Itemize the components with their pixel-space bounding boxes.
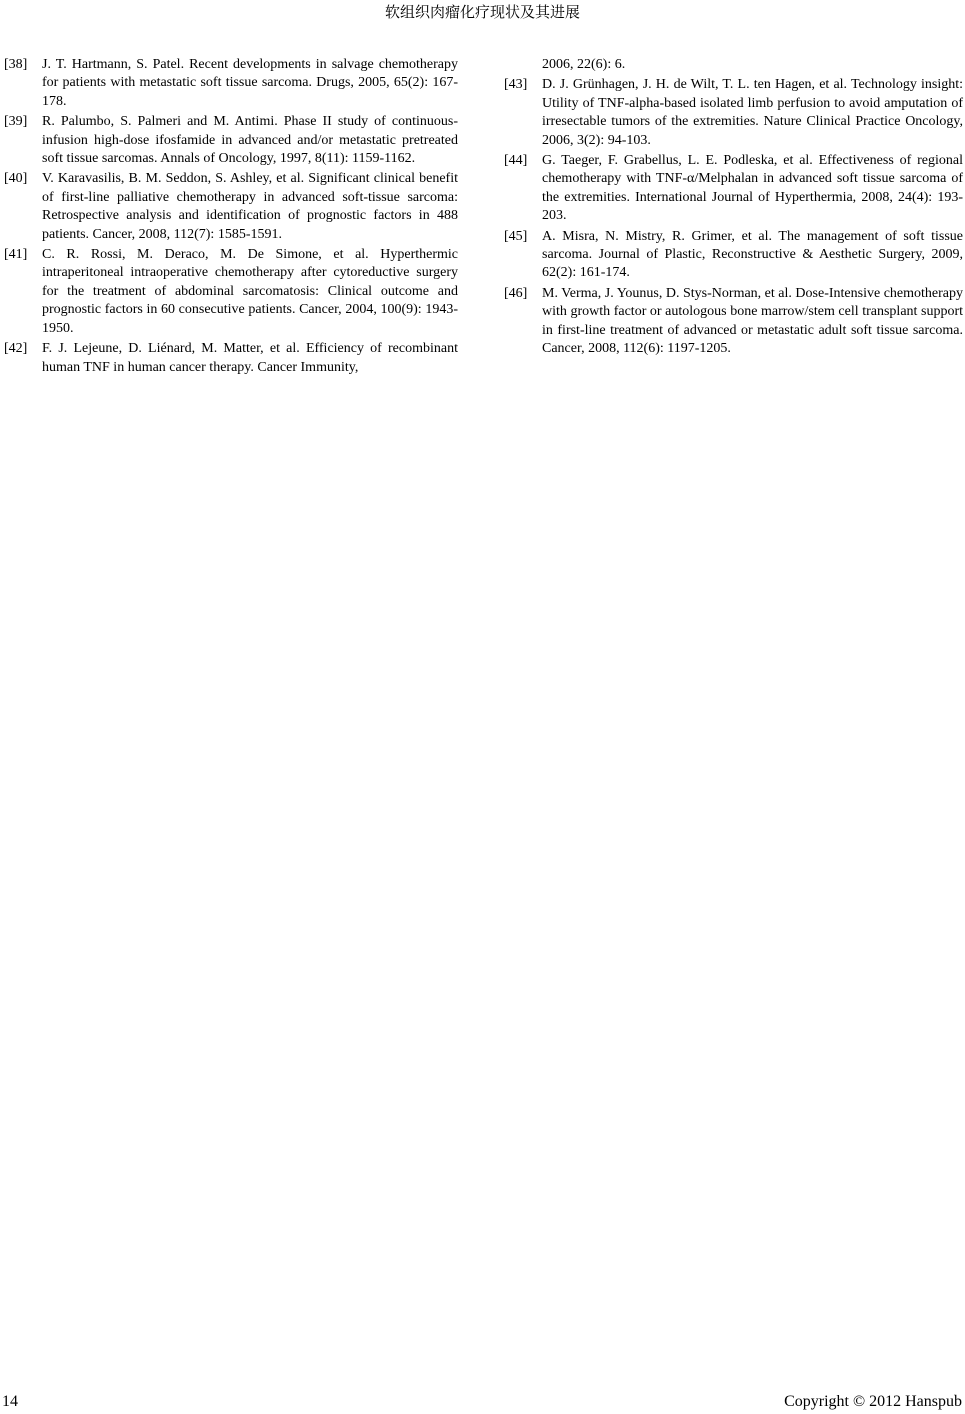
page-footer [0, 1392, 965, 1414]
reference-entry [4, 246, 458, 338]
reference-entry [4, 56, 458, 111]
reference-continuation-text: 2006, 22(6): 6. [542, 57, 626, 72]
reference-entry [4, 170, 458, 244]
reference-number: [40] [4, 171, 28, 187]
reference-number: [42] [4, 341, 28, 357]
reference-text: C. R. Rossi, M. Deraco, M. De Simone, et al. Hyperthermic intraperitoneal intraoperative chemotherapy after cytoreductive surgery for the treatment of abdominal sarcomatosis: Clinical outcome and prognostic factors in 60 consecutive patients. Cancer, 2004, 100(9): 1943-1950. [42, 247, 458, 336]
reference-text: J. T. Hartmann, S. Patel. Recent developments in salvage chemotherapy for patients with metastatic soft tissue sarcoma. Drugs, 2005, 65(2): 167-178. [42, 57, 458, 109]
reference-number: [46] [504, 285, 528, 301]
copyright-notice: Copyright © 2012 Hanspub [784, 1393, 962, 1410]
reference-text: D. J. Grünhagen, J. H. de Wilt, T. L. ten Hagen, et al. Technology insight: Utility of TNF-alpha-based isolated limb perfusion to avoid amputation of irresectable tumors of the extremities. Nature Clinical Practice Oncology, 2006, 3(2): 94-103. [542, 77, 963, 148]
reference-entry [4, 340, 458, 377]
page-number: 14 [2, 1393, 18, 1410]
reference-continuation [504, 56, 963, 74]
reference-entry [4, 113, 458, 168]
reference-entry [504, 228, 963, 283]
reference-text: V. Karavasilis, B. M. Seddon, S. Ashley, et al. Significant clinical benefit of first-line palliative chemotherapy in advanced soft-tissue sarcoma: Retrospective analysis and identification of prognostic factors in 488 patients. Cancer, 2008, 112(7): 1585-1591. [42, 171, 458, 242]
reference-text: R. Palumbo, S. Palmeri and M. Antimi. Phase II study of continuous-infusion high-dose ifosfamide in advanced and/or metastatic pretreated soft tissue sarcomas. Annals of Oncology, 1997, 8(11): 1159-1162. [42, 114, 458, 167]
reference-entry [504, 76, 963, 150]
reference-number: [43] [504, 77, 528, 93]
reference-text: F. J. Lejeune, D. Liénard, M. Matter, et al. Efficiency of recombinant human TNF in human cancer therapy. Cancer Immunity, [42, 341, 458, 375]
references-right-column [504, 56, 963, 359]
reference-text: A. Misra, N. Mistry, R. Grimer, et al. The management of soft tissue sarcoma. Journal of Plastic, Reconstructive & Aesthetic Surgery, 2009, 62(2): 161-174. [542, 228, 963, 281]
references-left-column [4, 56, 458, 377]
reference-entry [504, 285, 963, 359]
reference-text: G. Taeger, F. Grabellus, L. E. Podleska, et al. Effectiveness of regional chemotherapy with TNF-α/Melphalan in advanced soft tissue sarcoma of the extremities. International Journal of Hyperthermia, 2008, 24(4): 193-203. [542, 153, 963, 224]
reference-number: [44] [504, 153, 528, 169]
reference-number: [38] [4, 57, 28, 72]
reference-text: M. Verma, J. Younus, D. Stys-Norman, et al. Dose-Intensive chemotherapy with growth factor or autologous bone marrow/stem cell transplant support in first-line treatment of advanced or metastatic adult soft tissue sarcoma. Cancer, 2008, 112(6): 1197-1205. [542, 285, 963, 357]
reference-number: [45] [504, 228, 528, 244]
reference-number: [41] [4, 247, 28, 263]
reference-entry [504, 152, 963, 226]
reference-number: [39] [4, 114, 28, 130]
running-header: 软组织肉瘤化疗现状及其进展 [384, 3, 580, 21]
